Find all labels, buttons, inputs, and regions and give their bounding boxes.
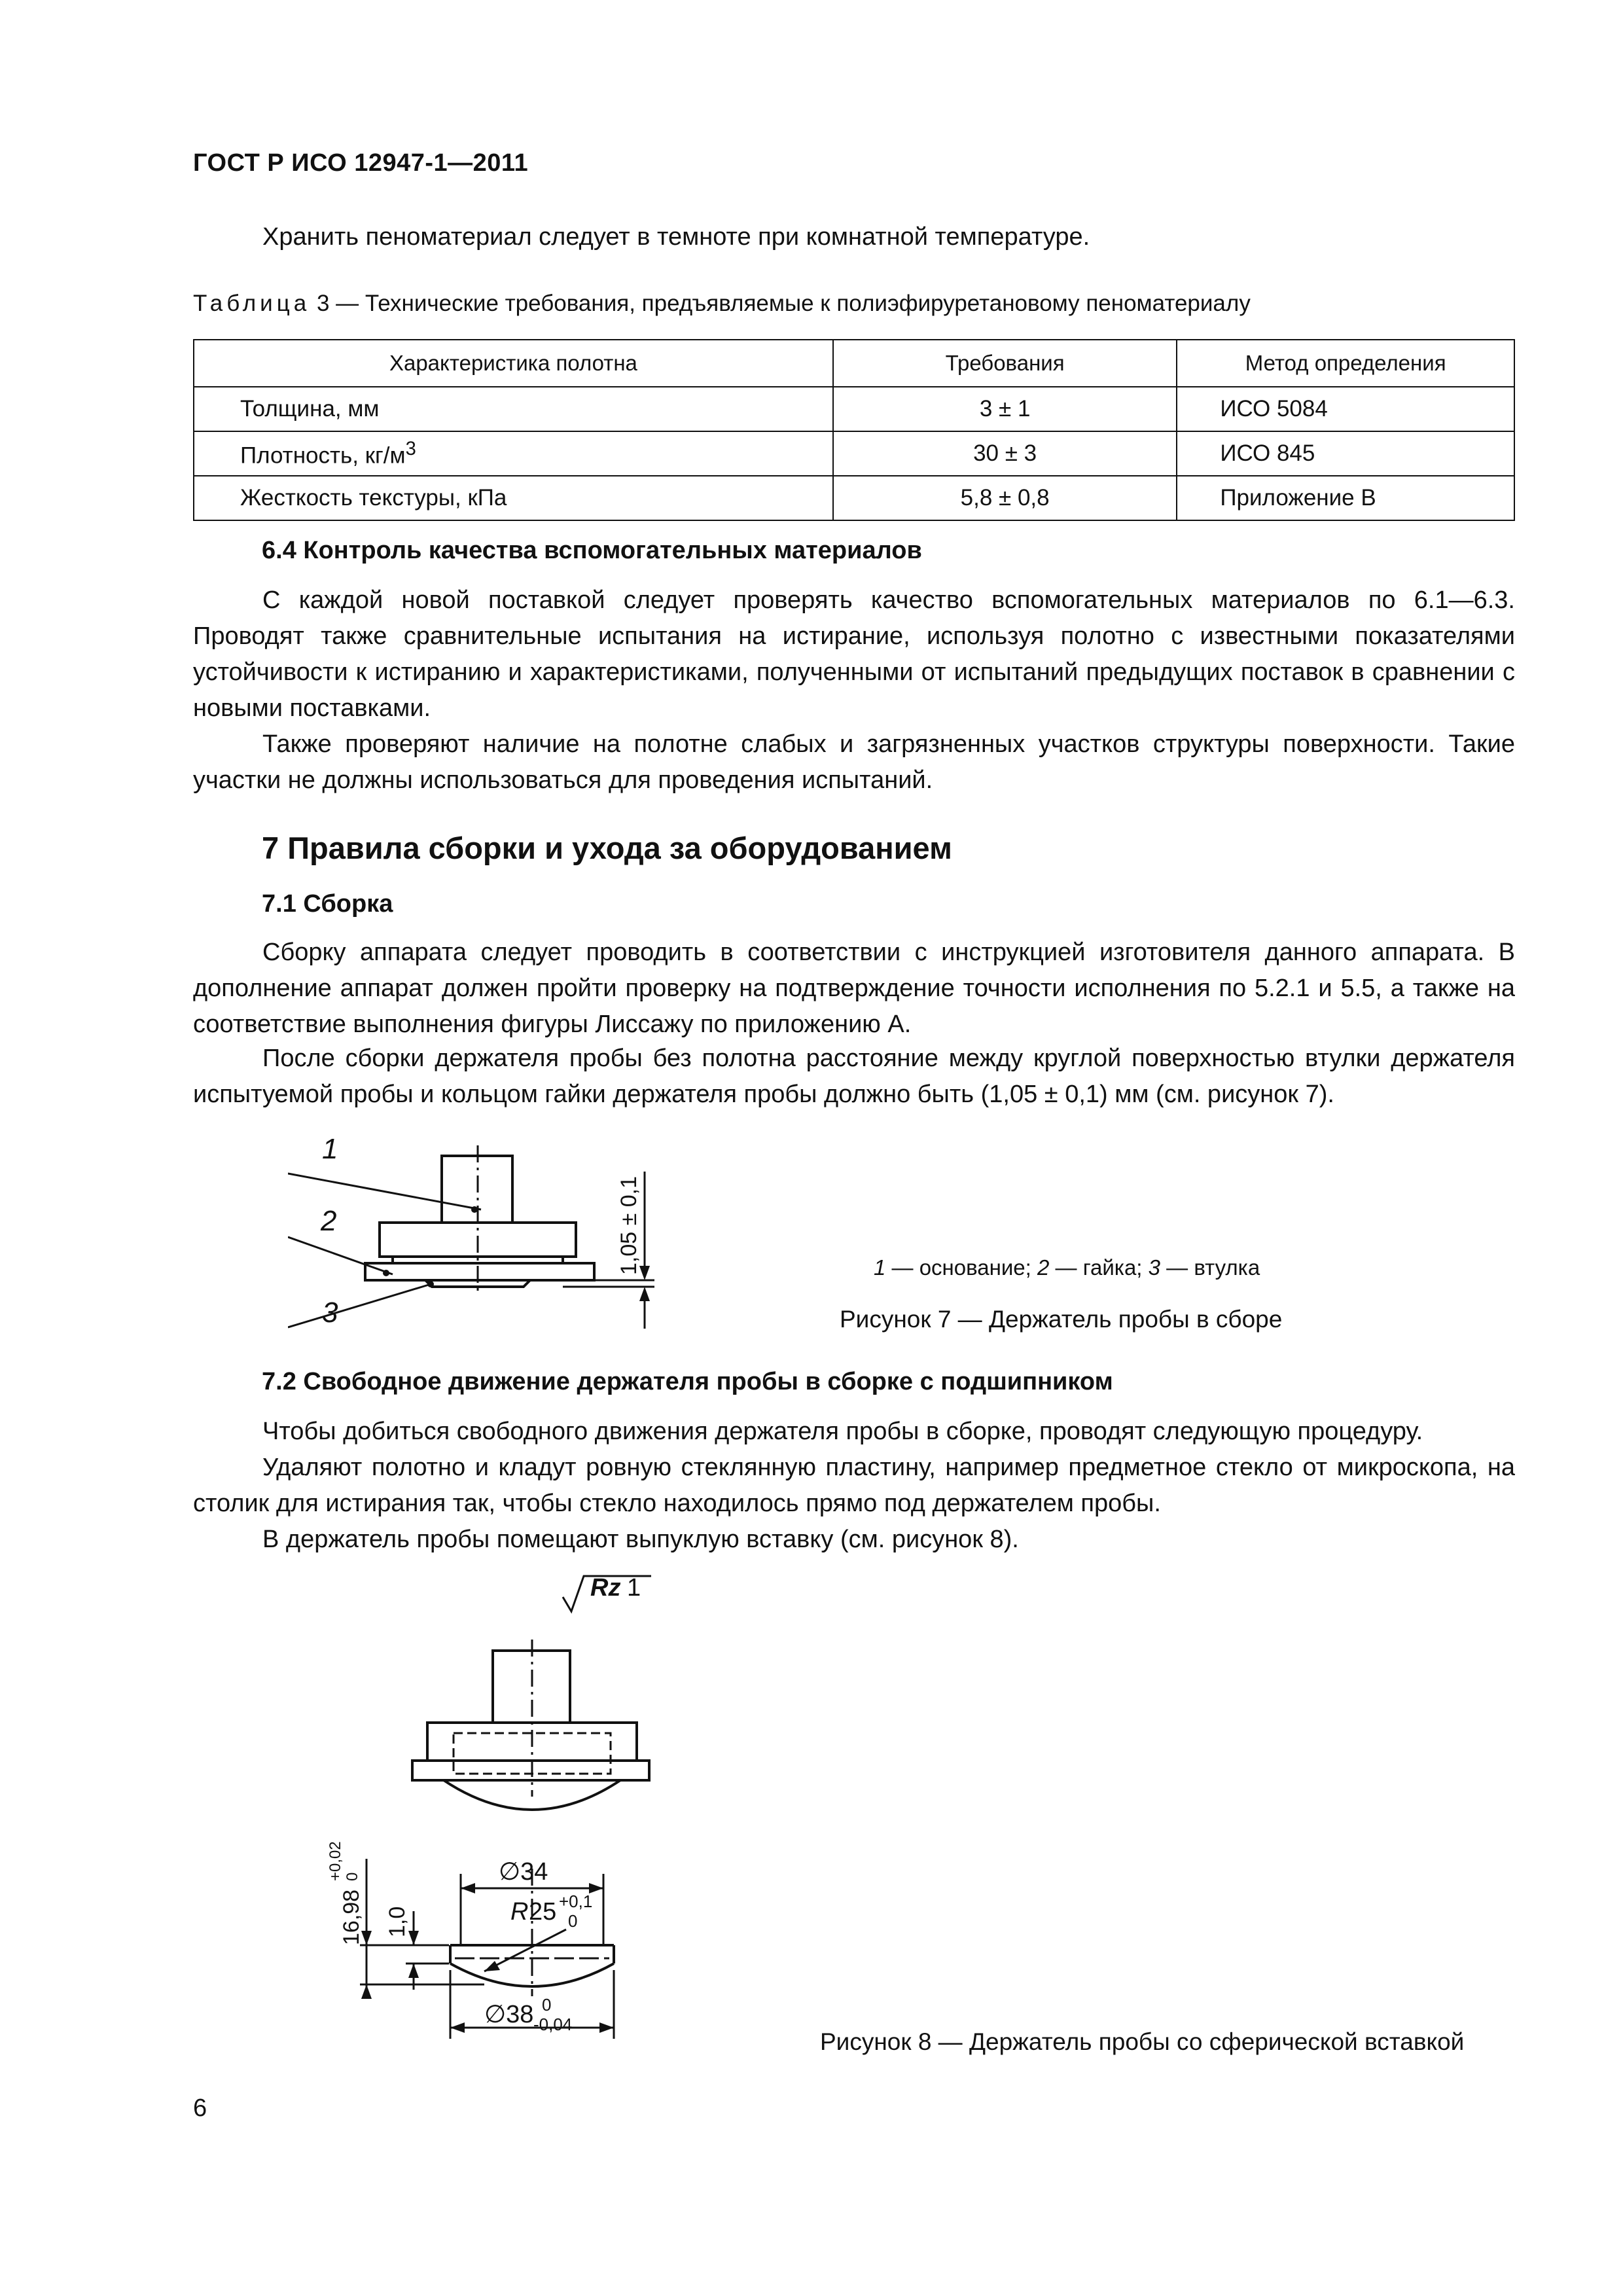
holder-nut-shape xyxy=(412,1761,649,1780)
table-row xyxy=(194,476,1514,520)
section-7-title: 7 Правила сборки и ухода за оборудованием xyxy=(262,831,952,865)
radius-tolerance-upper: +0,1 xyxy=(559,1892,593,1911)
height-tolerance-upper: +0,02 xyxy=(327,1841,344,1881)
height-dimension: 16,98 xyxy=(339,1889,364,1945)
table-caption-title: — Технические требования, предъявляемые к полиэфируретановому пеноматериалу xyxy=(329,291,1251,316)
section-6-4-title: 6.4 Контроль качества вспомогательных материалов xyxy=(262,537,922,564)
nut-shape xyxy=(365,1263,594,1280)
figure-7-label-3: 3 xyxy=(322,1297,338,1329)
section-7-2-paragraph-2: Удаляют полотно и кладут ровную стеклянную пластину, например предметное стекло от микроскопа, на столик для истирания так, чтобы стекло находилось прямо под держателем пробы. xyxy=(193,1454,1515,1517)
radius-tolerance-lower: 0 xyxy=(568,1911,578,1931)
roughness-value: 1 xyxy=(627,1574,641,1602)
table-cell-requirement: 3 ± 1 xyxy=(833,387,1177,431)
diameter-38-tolerance-lower: -0,04 xyxy=(533,2015,573,2034)
page-number: 6 xyxy=(193,2094,207,2122)
table-header-row xyxy=(194,340,1514,387)
height-tolerance-lower: 0 xyxy=(344,1872,361,1881)
diameter-38: ∅38 xyxy=(484,2001,534,2028)
legend-text-3: — втулка xyxy=(1160,1255,1260,1280)
section-7-2-title: 7.2 Свободное движение держателя пробы в сборке с подшипником xyxy=(262,1368,1113,1395)
table-cell-method: Приложение В xyxy=(1177,476,1514,520)
table-header-cell: Характеристика полотна xyxy=(194,340,833,387)
legend-text-2: — гайка; xyxy=(1049,1255,1149,1280)
section-6-4-paragraph-1: С каждой новой поставкой следует проверять качество вспомогательных материалов по 6.1—6.3. Проводят также сравнительные испытания на истирание, используя полотно с известными показателями устойчивости к истиранию и характеристиками, полученными от испытаний предыдущих поставок в сравнении с новыми поставками. xyxy=(193,586,1515,722)
table-header-cell: Требования xyxy=(833,340,1177,387)
figure-7-drawing xyxy=(288,1132,694,1348)
section-7-1-paragraph-1: Сборку аппарата следует проводить в соответствии с инструкцией изготовителя данного аппарата. В дополнение аппарат должен пройти проверку на подтверждение точности исполнения по 5.2.1 и 5.5, а также на соответствие выполнения фигуры Лиссажу по приложению А. xyxy=(193,939,1515,1038)
table-cell-requirement: 5,8 ± 0,8 xyxy=(833,476,1177,520)
intro-paragraph: Хранить пеноматериал следует в темноте при комнатной температуре. xyxy=(262,223,1090,251)
diameter-34: ∅34 xyxy=(499,1858,548,1886)
table-cell-superscript: 3 xyxy=(405,438,416,459)
section-7-1-title: 7.1 Сборка xyxy=(262,890,393,918)
legend-key-2: 2 xyxy=(1037,1255,1050,1280)
figure-8-drawing xyxy=(321,1571,687,2081)
section-7-1-paragraph-2: После сборки держателя пробы без полотна расстояние между круглой поверхностью втулки держателя испытуемой пробы и кольцом гайки держателя пробы должно быть (1,05 ± 0,1) мм (см. рисунок 7). xyxy=(193,1045,1515,1108)
table-cell-method: ИСО 5084 xyxy=(1177,387,1514,431)
table-cell-name: Толщина, мм xyxy=(194,387,833,431)
table-cell-name-text: Плотность, кг/м xyxy=(240,442,406,469)
figure-7-dimension: 1,05 ± 0,1 xyxy=(616,1176,641,1275)
diameter-38-tolerance-upper: 0 xyxy=(542,1995,552,2015)
radius-label: R xyxy=(510,1898,529,1926)
figure-7-caption: Рисунок 7 — Держатель пробы в сборе xyxy=(840,1306,1283,1333)
legend-key-3: 3 xyxy=(1148,1255,1161,1280)
table-row xyxy=(194,387,1514,431)
table-header-cell: Метод определения xyxy=(1177,340,1514,387)
radius-value: 25 xyxy=(529,1898,557,1926)
roughness-label: Rz xyxy=(590,1574,621,1602)
thickness-dimension: 1,0 xyxy=(385,1906,410,1937)
legend-text-1: — основание; xyxy=(885,1255,1037,1280)
table-cell-name: Жесткость текстуры, кПа xyxy=(194,476,833,520)
table-caption-label: Таблица xyxy=(193,291,311,316)
table-caption xyxy=(193,291,1251,317)
figure-7-legend xyxy=(874,1255,1260,1280)
requirements-table xyxy=(193,339,1515,521)
table-caption-number: 3 xyxy=(316,291,330,316)
table-cell-requirement: 30 ± 3 xyxy=(833,431,1177,476)
figure-7-label-2: 2 xyxy=(321,1205,337,1237)
document-header: ГОСТ Р ИСО 12947-1—2011 xyxy=(193,149,529,177)
section-7-2-paragraph-3: В держатель пробы помещают выпуклую вставку (см. рисунок 8). xyxy=(262,1526,1019,1553)
table-cell-method: ИСО 845 xyxy=(1177,431,1514,476)
figure-8-caption: Рисунок 8 — Держатель пробы со сферической вставкой xyxy=(820,2028,1465,2055)
table-row xyxy=(194,431,1514,476)
table-cell-name xyxy=(194,431,833,476)
section-6-4-paragraph-2: Также проверяют наличие на полотне слабых и загрязненных участков структуры поверхности. Такие участки не должны использоваться для проведения испытаний. xyxy=(193,730,1515,794)
figure-7-label-1: 1 xyxy=(322,1133,338,1165)
legend-key-1: 1 xyxy=(874,1255,886,1280)
section-7-2-paragraph-1: Чтобы добиться свободного движения держателя пробы в сборке, проводят следующую процедуру. xyxy=(262,1418,1423,1445)
